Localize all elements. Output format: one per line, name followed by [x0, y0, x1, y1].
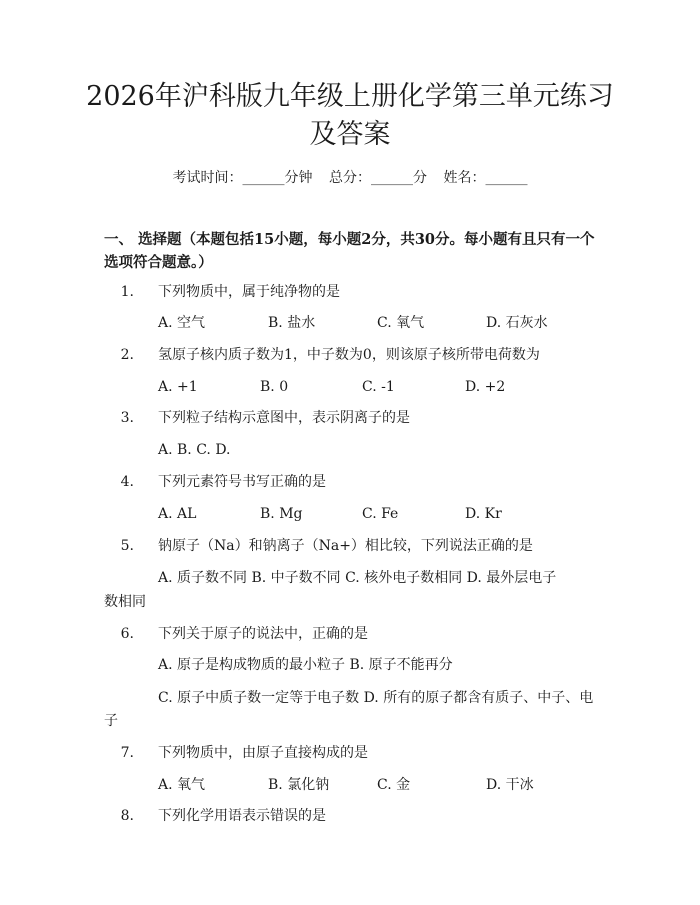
question-3-options: A. B. C. D.: [158, 442, 231, 458]
question-5-options-line-2: 数相同: [104, 594, 146, 610]
question-text: 下列化学用语表示错误的是: [158, 808, 326, 824]
question-number: 7.: [120, 745, 134, 761]
exam-score: 总分：______分: [329, 170, 427, 186]
question-number: 3.: [120, 410, 134, 426]
question-number: 2.: [120, 347, 134, 363]
option-a: A. +1: [158, 379, 198, 395]
option-d: D. +2: [465, 379, 506, 395]
question-text: 钠原子（Na）和钠离子（Na+）相比较，下列说法正确的是: [158, 538, 533, 554]
question-number: 5.: [120, 538, 134, 554]
question-text: 下列关于原子的说法中，正确的是: [158, 626, 368, 642]
option-d: D. 石灰水: [486, 315, 548, 331]
option-c: C. 金: [377, 777, 411, 793]
question-number: 8.: [120, 808, 134, 824]
option-c: C. Fe: [362, 506, 399, 522]
exam-time: 考试时间：______分钟: [172, 170, 313, 186]
question-number: 1.: [120, 284, 134, 300]
option-b: B. 0: [260, 379, 289, 395]
option-a: A. 空气: [158, 315, 206, 331]
option-b: B. 盐水: [268, 315, 316, 331]
question-6-options-line-3: 子: [104, 713, 118, 729]
option-d: D. 干冰: [486, 777, 534, 793]
option-a: A. 氧气: [158, 777, 206, 793]
question-text: 下列物质中，由原子直接构成的是: [158, 745, 368, 761]
question-text: 下列元素符号书写正确的是: [158, 474, 326, 490]
question-number: 6.: [120, 626, 134, 642]
option-b: B. 氯化钠: [268, 777, 330, 793]
title-line-2: 及答案: [309, 119, 391, 150]
option-c: C. 氧气: [377, 315, 425, 331]
exam-meta: [0, 168, 700, 188]
question-text: 下列物质中，属于纯净物的是: [158, 284, 340, 300]
option-b: B. Mg: [260, 506, 303, 522]
question-text: 氢原子核内质子数为1，中子数为0，则该原子核所带电荷数为: [158, 347, 540, 363]
question-number: 4.: [120, 474, 134, 490]
question-6-options-line-1: A. 原子是构成物质的最小粒子 B. 原子不能再分: [158, 657, 453, 673]
question-5-options-line-1: A. 质子数不同 B. 中子数不同 C. 核外电子数相同 D. 最外层电子: [158, 570, 557, 586]
question-text: 下列粒子结构示意图中，表示阴离子的是: [158, 410, 410, 426]
title-line-1: 2026年沪科版九年级上册化学第三单元练习: [86, 81, 614, 112]
option-c: C. -1: [362, 379, 395, 395]
option-d: D. Kr: [465, 506, 502, 522]
section-heading: 一、 选择题（本题包括15小题，每小题2分，共30分。每小题有且只有一个选项符合题意。）: [104, 231, 595, 271]
student-name: 姓名：______: [443, 170, 528, 186]
document-title: [0, 78, 700, 154]
question-6-options-line-2: C. 原子中质子数一定等于电子数 D. 所有的原子都含有质子、中子、电: [158, 690, 594, 706]
option-a: A. AL: [158, 506, 197, 522]
